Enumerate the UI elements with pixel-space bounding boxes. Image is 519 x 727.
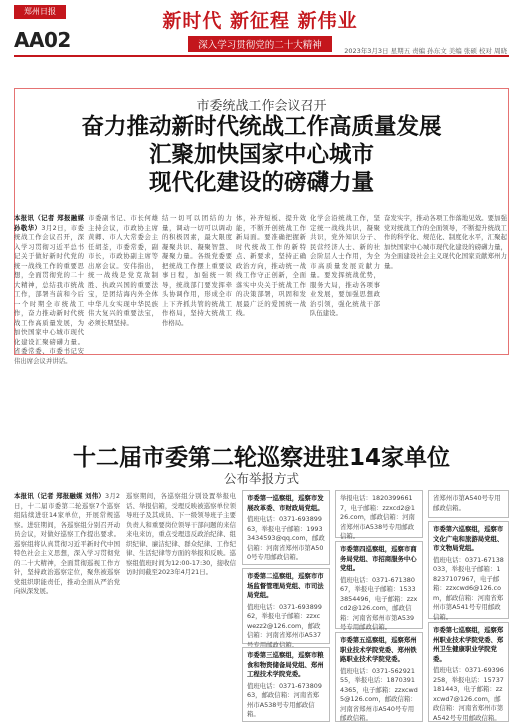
box-text: 举报电话：18203996617，电子邮箱：zzxcd2@126.com，邮政信箱：河南省郑州市A538号专用邮政信箱。 (340, 494, 415, 540)
article2-column-2: 巡察期间，各巡察组分别设置举报电话、举报信箱，受理反映被巡察单位领导班子及其成员、下一级领导班子主要负责人和重要岗位领导干部问题的来信来电来访，重点受理违反政治纪律、组织纪律、廉洁纪律、群众纪律、工作纪律、生活纪律等方面的举报和反映。巡察组值班时间为12:00-17:30，接收信访时间截至2023年4月21日。 (126, 492, 236, 576)
box-title: 市委第五巡察组，巡察郑州职业技术学院党委、郑州铁路职业技术学院党委。 (340, 636, 417, 663)
article1-column-3: 结一切可以团结的力量，调动一切可以调动的积极因素，最大限度凝聚共识、凝聚智慧、凝聚力量。各级党委要把统战工作摆上重要议事日程，加强统一领导，统战部门要发挥牵头协调作用，形成全市上下齐抓共管的统战工作格局，坚持大统战工作格局。 (162, 214, 232, 327)
article2-col1-text: 3月2日，十二届市委第二轮巡察7个巡察组陆续进驻14家单位，开展常规巡察。进驻期间，各巡察组分别召开动员会议，对做好巡察工作提出要求。巡察组将认真贯彻习近平新时代中国特色社会主义思想，深入学习贯彻党的二十大精神，全面贯彻巡视工作方针，坚持政治巡察定位，聚焦被巡察党组织职能责任，推动全面从严治党向纵深发展。 (14, 492, 121, 595)
article1-col1-text: 3月2日，市委统战工作会议召开，深入学习贯彻习近平总书记关于做好新时代党的统一战线工作的重要思想，全面贯彻党的二十大精神，总结我市统战工作，部署当前和今后一个时期全市统战工作，奋力推动新时代统战工作高质量发展，为加快国家中心城市现代化建设汇聚磅礴力量。省委常委、市委书记安伟出席会议并讲话。 (14, 223, 85, 365)
box-text: 值班电话：0371-69389962，举报电子邮箱：zzxcwezz2@126.com，邮政信箱：河南省郑州市A537号专用邮政信箱。 (247, 602, 322, 649)
page-number: AA02 (14, 28, 71, 52)
box-title: 市委第七巡察组，巡察郑州职业技术学院党委、郑州卫生健康职业学院党委。 (433, 626, 504, 663)
header-rule (14, 55, 509, 57)
article1-column-5: 化学会沿统战工作，坚定统一战线共识，凝聚共识，党外知识分子、民营经济人士、新的社会阶层人士作用，为全市高质量发展贡献力量。要发挥统战优势，服务大局，推动各项事业发展，要加强思想政治引领，强化统战干部队伍建设。 (310, 214, 380, 317)
box-title: 市委第二巡察组，巡察市市场监督管理局党组、市司法局党组。 (247, 572, 324, 599)
article1-column-1 (14, 214, 85, 365)
inspection-group-box (242, 568, 330, 649)
second-article-headline: 十二届市委第二轮巡察进驻14家单位 (72, 445, 450, 471)
box-text: 值班电话：0371-67138067，举报电子邮箱：15333854496，电子邮箱：zzxcd2@126.com，邮政信箱：河南省郑州市第A539号专用邮政信箱。 (340, 575, 418, 631)
box-text: 值班电话：0371-67380963，邮政信箱：河南省郑州市A538号专用邮政信箱。 (247, 681, 322, 718)
section-banner (155, 6, 365, 52)
headline-line-3: 现代化建设的磅礴力量 (148, 170, 374, 196)
article-kicker: 市委统战工作会议召开 (196, 99, 327, 114)
box-text: 值班电话：0371-69396258，举报电话：15737181443，电子邮箱：zzxcwd7@126.com，邮政信箱：河南省郑州市第A542号专用邮政信箱。 (433, 666, 504, 722)
article1-column-2: 市委副书记、市长何雄主持会议，市政协主席黄卿、市人大常委会主任胡荃，市委常委，副市长，市政协副主席等出席会议。安伟指出，统一战线是党克敌制胜、执政兴国的重要法宝，是团结海内外全体中华儿女实现中华民族伟大复兴的重要法宝，必须长期坚持。 (88, 214, 158, 327)
box-text: 省郑州市第A540号专用邮政信箱。 (433, 494, 501, 512)
inspection-group-box (242, 647, 330, 722)
second-article-subheadline: 公布举报方式 (223, 471, 299, 486)
inspection-group-box (335, 490, 423, 538)
page-header (0, 0, 519, 62)
box-text: 值班电话：0371-69389963，举报电子邮箱：19933434593@qq.com，邮政信箱：河南省郑州市第A500号专用邮政信箱。 (247, 515, 325, 561)
article2-byline: 本报讯（记者 郑报融媒 刘伟） (14, 492, 106, 500)
newspaper-logo: 郑州日报 (14, 5, 66, 19)
article-headline (15, 113, 508, 197)
box-text: 值班电话：0371-56292155，举报电话：18703914365，电子邮箱：zzxcwd5@126.com，邮政信箱：河南省郑州市A540号专用邮政信箱。 (340, 666, 418, 722)
article1-column-4: 体，补齐短板、提升效能，不断开创统战工作新局面。要准确把握新时代统战工作的新特点、新要求，坚持正确政治方向，推动统一战线工作守正创新，全面落实中央关于统战工作的决策部署，巩固和发展最广泛的爱国统一战线。 (236, 214, 306, 317)
inspection-group-box (335, 541, 423, 629)
article2-column-1 (14, 492, 120, 722)
headline-line-2: 汇聚加快国家中心城市 (148, 142, 374, 168)
banner-title: 新时代 新征程 新伟业 (162, 10, 358, 32)
inspection-group-box (428, 622, 509, 722)
article1-byline: 本报讯（记者 郑报融媒 孙敬华） (14, 214, 84, 232)
dateline: 2023年3月3日 星期五 责编 孙东文 美编 张硕 校对 周晓 (344, 47, 507, 55)
article1-column-6: 奋发实字，推动各项工作落地见效。要加强党对统战工作的全面领导，不断提升统战工作的科学化、规范化、制度化水平，汇聚起加快国家中心城市现代化建设的磅礴力量，为全面建设社会主义现代化国家贡献郑州力量。 (384, 214, 507, 270)
inspection-group-box (428, 521, 509, 619)
box-title: 市委第四巡察组，巡察市商务局党组、市招商服务中心党组。 (340, 545, 417, 572)
box-title: 市委第一巡察组，巡察市发展改革委、市财政局党组。 (247, 494, 324, 512)
box-title: 市委第三巡察组，巡察市粮食和物资储备局党组、郑州工程技术学院党委。 (247, 651, 324, 678)
banner-subtitle: 深入学习贯彻党的二十大精神 (188, 36, 332, 52)
box-text: 值班电话：0371-67138033，举报电子邮箱：18237107967，电子邮箱：zzxcwd6@126.com，邮政信箱：河南省郑州市第A541号专用邮政信箱。 (433, 555, 504, 621)
inspection-group-box (242, 490, 330, 565)
headline-line-1: 奋力推动新时代统战工作高质量发展 (81, 114, 442, 140)
inspection-group-box (335, 632, 423, 722)
box-title: 市委第六巡察组，巡察市文化广电和旅游局党组、市文物局党组。 (433, 525, 504, 552)
inspection-group-box (428, 490, 509, 518)
